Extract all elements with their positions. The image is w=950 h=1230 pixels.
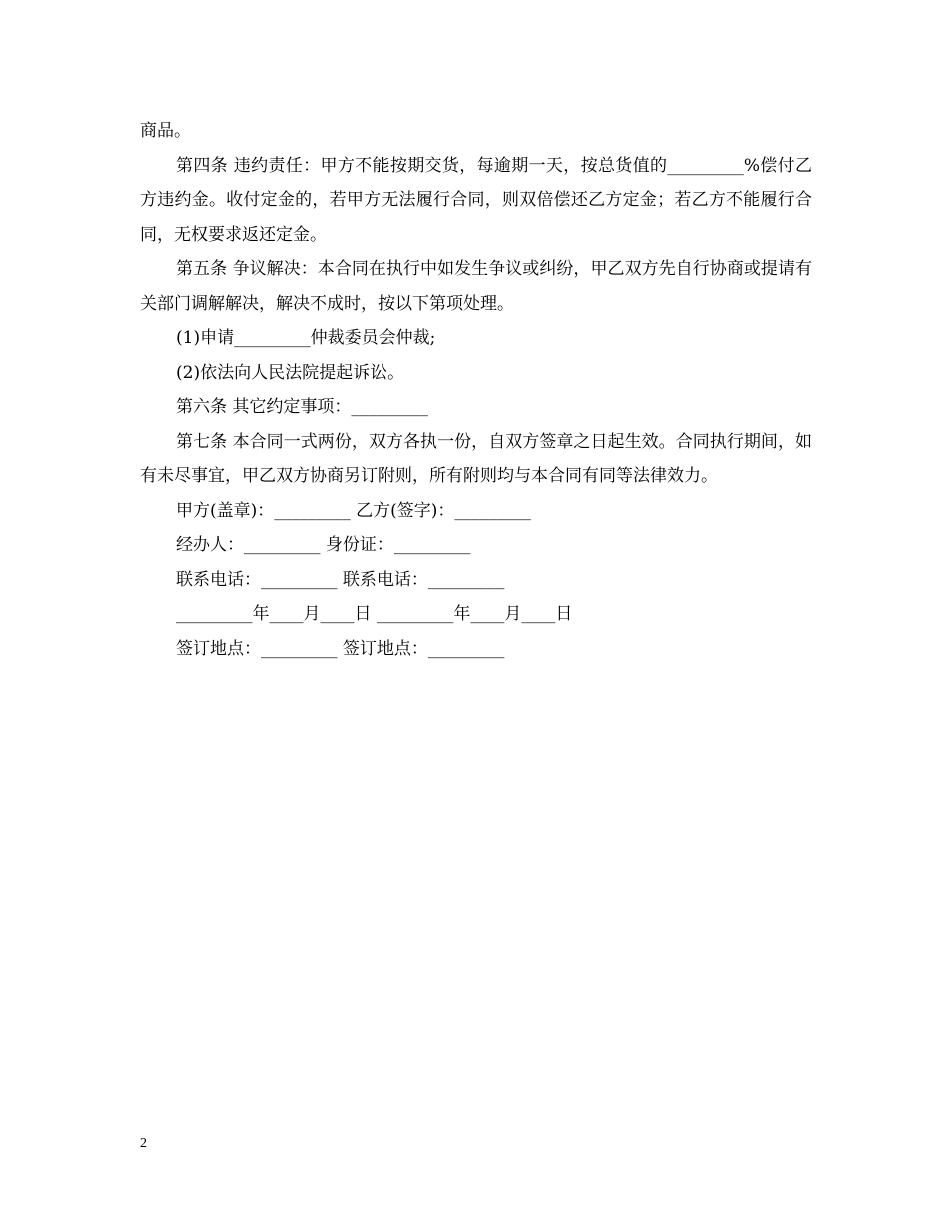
page-number: 2 <box>140 1136 147 1151</box>
document-body <box>140 114 812 666</box>
signature-date-line: _________年____月____日 _________年____月____日 <box>176 604 573 624</box>
option-1-arbitration: (1)申请_________仲裁委员会仲裁; <box>176 328 436 348</box>
paragraph-continuation: 商品。 <box>140 121 191 141</box>
signature-phone-line: 联系电话：_________ 联系电话：_________ <box>176 569 505 590</box>
clause-6-other-matters: 第六条 其它约定事项：_________ <box>176 397 428 417</box>
signature-parties-line: 甲方(盖章)：_________ 乙方(签字)：_________ <box>176 500 531 521</box>
signature-place-line: 签订地点：_________ 签订地点：_________ <box>176 638 505 659</box>
clause-5-dispute-resolution: 第五条 争议解决：本合同在执行中如发生争议或纠纷，甲乙双方先自行协商或提请有关部门调解解决，解决不成时，按以下第项处理。 <box>140 259 812 314</box>
clause-7-effectiveness: 第七条 本合同一式两份，双方各执一份，自双方签章之日起生效。合同执行期间，如有未尽事宜，甲乙双方协商另订附则，所有附则均与本合同有同等法律效力。 <box>140 431 812 486</box>
clause-4-breach-liability: 第四条 违约责任：甲方不能按期交货，每逾期一天，按总货值的_________%偿付乙方违约金。收付定金的，若甲方无法履行合同，则双倍偿还乙方定金；若乙方不能履行合同，无权要求返还定金。 <box>140 155 812 245</box>
signature-agent-id-line: 经办人：_________ 身份证：_________ <box>176 535 471 555</box>
option-2-litigation: (2)依法向人民法院提起诉讼。 <box>176 362 405 383</box>
